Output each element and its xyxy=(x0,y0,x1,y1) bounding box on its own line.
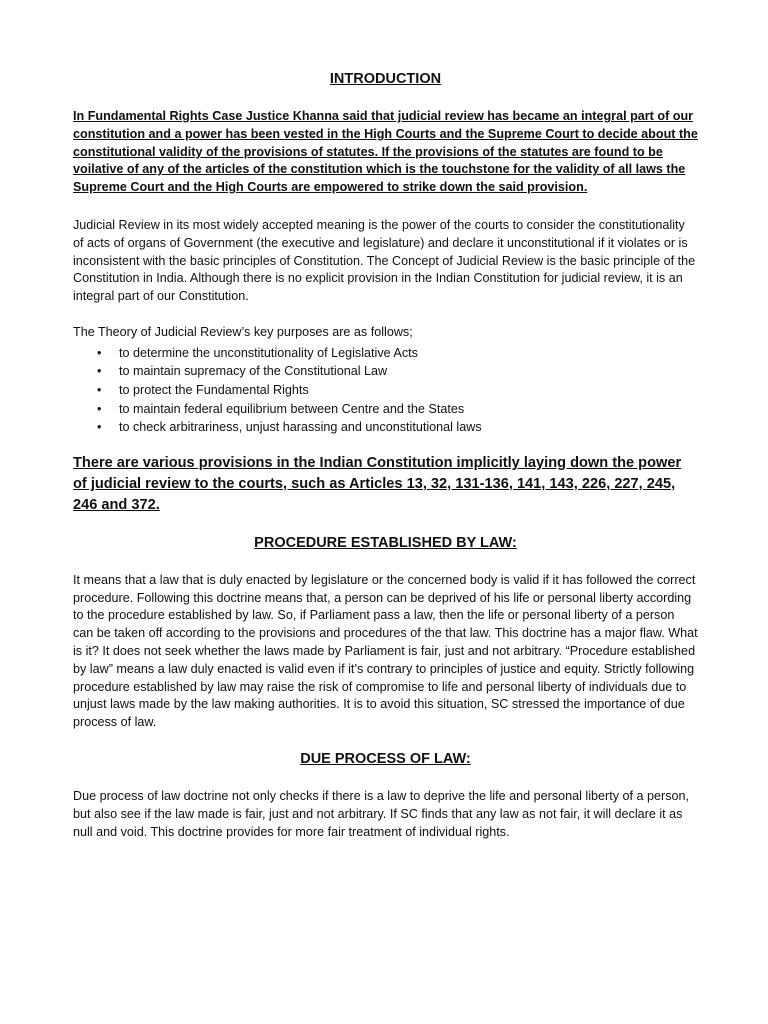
list-item: • to protect the Fundamental Rights xyxy=(73,381,698,400)
bullet-icon: • xyxy=(97,382,102,397)
judicial-review-paragraph: Judicial Review in its most widely accepted meaning is the power of the courts to consider the constitutionality of acts of organs of Government (the executive and legislature) and declare it unconstitutional if it violates or is inconsistent with the basic principles of Constitution. The Concept of Judicial Review is the basic principle of the Constitution in India. Although there is no explicit provision in the Indian Constitution for judicial review, it is an integral part of our Constitution. xyxy=(73,217,696,304)
purposes-intro: The Theory of Judicial Review’s key purposes are as follows; xyxy=(73,324,413,339)
procedure-paragraph: It means that a law that is duly enacted by legislature or the concerned body is valid if it has followed the correct procedure. Following this doctrine means that, a person can be deprived of his life or personal liberty according to the procedure established by law. So, if Parliament pass a law, then the life or personal liberty of a person can be taken off according to the provisions and procedures of the that law. This doctrine has a major flaw. What is it? It does not seek whether the laws made by Parliament is fair, just and not arbitrary. “Procedure established by law” means a law duly enacted is valid even if it’s contrary to principles of justice and equity. Strictly following procedure established by law may raise the risk of compromise to life and personal liberty of individuals due to unjust laws made by the law making authorities. It is to avoid this situation, SC stressed the importance of due process of law. xyxy=(73,572,698,730)
list-item: • to determine the unconstitutionality of Legislative Acts xyxy=(73,344,698,363)
document-body xyxy=(73,70,698,859)
justice-khanna-paragraph: In Fundamental Rights Case Justice Khanna said that judicial review has became an integral part of our constitution and a power has been vested in the High Courts and the Supreme Court to decide about the constitutional validity of the provisions of statutes. If the provisions of the statutes are found to be voilative of any of the articles of the constitution which is the touchstone for the validity of all laws the Supreme Court and the High Courts are empowered to strike down the said provision. xyxy=(73,109,698,195)
list-item: • to maintain federal equilibrium between Centre and the States xyxy=(73,400,698,419)
bullet-icon: • xyxy=(97,420,102,435)
procedure-heading: PROCEDURE ESTABLISHED BY LAW: xyxy=(254,534,517,551)
bullet-icon: • xyxy=(97,364,102,379)
due-process-heading: DUE PROCESS OF LAW: xyxy=(300,750,471,767)
list-item: • to check arbitrariness, unjust harassing and unconstitutional laws xyxy=(73,418,698,437)
bullet-icon: • xyxy=(97,345,102,360)
list-item: • to maintain supremacy of the Constitutional Law xyxy=(73,362,698,381)
provisions-statement: There are various provisions in the Indian Constitution implicitly laying down the power of judicial review to the courts, such as Articles 13, 32, 131-136, 141, 143, 226, 227, 245, 246 and 372. xyxy=(73,454,682,513)
bullet-icon: • xyxy=(97,401,102,416)
due-process-paragraph: Due process of law doctrine not only checks if there is a law to deprive the life and personal liberty of a person, but also see if the law made is fair, just and not arbitrary. If SC finds that any law as not fair, it will declare it as null and void. This doctrine provides for more fair treatment of individual rights. xyxy=(73,788,690,839)
purposes-list xyxy=(73,344,698,437)
introduction-heading: INTRODUCTION xyxy=(329,71,442,87)
